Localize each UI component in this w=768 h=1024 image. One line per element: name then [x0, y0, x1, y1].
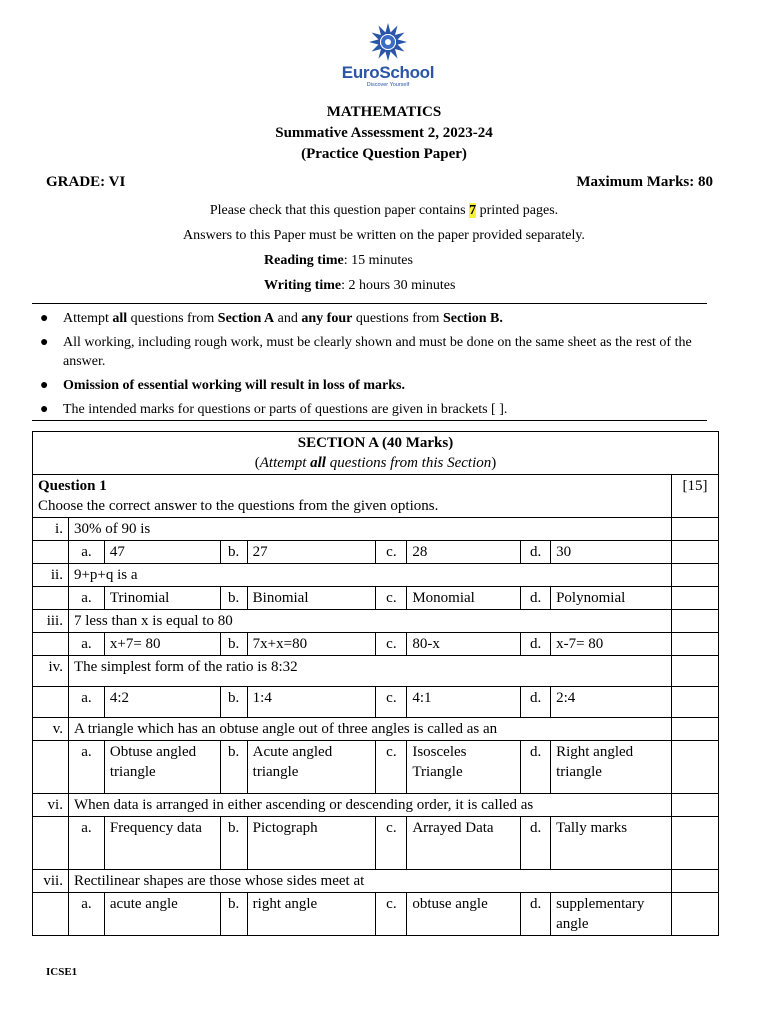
option-letter: a. — [68, 741, 104, 794]
logo-name: EuroSchool — [341, 63, 435, 82]
item-marks-cell — [671, 718, 718, 741]
option-letter: c. — [376, 587, 407, 610]
item-text: A triangle which has an obtuse angle out of three angles is called as an — [68, 718, 671, 741]
options-row — [33, 817, 719, 870]
options-marks-cell — [671, 541, 718, 564]
option-letter: b. — [220, 817, 247, 870]
options-row — [33, 687, 719, 718]
option-letter: a. — [68, 687, 104, 718]
assessment-title: Summative Assessment 2, 2023-24 — [275, 125, 493, 141]
options-spacer — [33, 817, 69, 870]
pages-note: Please check that this question paper contains 7 printed pages. — [209, 203, 559, 218]
option-text: Trinomial — [104, 587, 220, 610]
option-letter: d. — [521, 541, 551, 564]
option-text: Tally marks — [551, 817, 672, 870]
option-letter: c. — [376, 633, 407, 656]
options-spacer — [33, 687, 69, 718]
option-letter: b. — [220, 633, 247, 656]
footer-code: ICSE1 — [46, 966, 78, 978]
options-row — [33, 893, 719, 936]
option-letter: d. — [521, 893, 551, 936]
options-spacer — [33, 741, 69, 794]
item-number: ii. — [33, 564, 69, 587]
options-marks-cell — [671, 633, 718, 656]
option-text: Acute angled triangle — [247, 741, 376, 794]
star-emblem-icon — [365, 22, 411, 62]
writing-time: Writing time: 2 hours 30 minutes — [264, 278, 456, 293]
item-marks-cell — [671, 564, 718, 587]
option-text: 4:1 — [407, 687, 521, 718]
page-count: 7 — [469, 203, 477, 218]
item-text: Rectilinear shapes are those whose sides meet at — [68, 870, 671, 893]
answers-note: Answers to this Paper must be written on the paper provided separately. — [183, 228, 585, 243]
section-subtitle: (Attempt all questions from this Section) — [254, 455, 497, 471]
options-marks-cell — [671, 587, 718, 610]
option-letter: a. — [68, 587, 104, 610]
option-text: obtuse angle — [407, 893, 521, 936]
item-number: v. — [33, 718, 69, 741]
option-letter: d. — [521, 633, 551, 656]
item-text: The simplest form of the ratio is 8:32 — [68, 656, 671, 687]
instruction-1: ● Attempt all questions from Section A and any four questions from Section B. — [40, 311, 503, 326]
options-marks-cell — [671, 817, 718, 870]
subject-title: MATHEMATICS — [326, 104, 442, 120]
options-spacer — [33, 633, 69, 656]
option-text: 7x+x=80 — [247, 633, 376, 656]
question-item-row — [33, 794, 719, 817]
item-marks-cell — [671, 518, 718, 541]
item-number: iv. — [33, 656, 69, 687]
option-text: 28 — [407, 541, 521, 564]
instruction-3: ● Omission of essential working will result in loss of marks. — [40, 378, 405, 393]
question-item-row — [33, 870, 719, 893]
options-marks-cell — [671, 893, 718, 936]
item-number: vii. — [33, 870, 69, 893]
option-letter: c. — [376, 893, 407, 936]
question-item-row — [33, 610, 719, 633]
option-letter: b. — [220, 687, 247, 718]
options-row — [33, 587, 719, 610]
option-text: Right angled triangle — [551, 741, 672, 794]
item-marks-cell — [671, 870, 718, 893]
question-header-row — [33, 475, 719, 518]
max-marks-label: Maximum Marks: 80 — [576, 174, 713, 190]
divider-top — [32, 303, 707, 304]
item-text: When data is arranged in either ascending or descending order, it is called as — [68, 794, 671, 817]
question-item-row — [33, 656, 719, 687]
section-header-row — [33, 432, 719, 475]
option-text: 27 — [247, 541, 376, 564]
option-text: 47 — [104, 541, 220, 564]
options-row — [33, 633, 719, 656]
option-letter: d. — [521, 741, 551, 794]
item-marks-cell — [671, 610, 718, 633]
option-letter: c. — [376, 541, 407, 564]
reading-time: Reading time: 15 minutes — [264, 253, 413, 268]
options-spacer — [33, 587, 69, 610]
option-text: Polynomial — [551, 587, 672, 610]
option-text: x-7= 80 — [551, 633, 672, 656]
options-spacer — [33, 893, 69, 936]
item-text: 30% of 90 is — [68, 518, 671, 541]
option-letter: d. — [521, 587, 551, 610]
divider-bottom — [32, 420, 707, 421]
paper-type: (Practice Question Paper) — [301, 146, 467, 162]
option-letter: a. — [68, 541, 104, 564]
item-text: 7 less than x is equal to 80 — [68, 610, 671, 633]
options-row — [33, 741, 719, 794]
option-letter: b. — [220, 893, 247, 936]
item-marks-cell — [671, 656, 718, 687]
option-text: Monomial — [407, 587, 521, 610]
item-number: i. — [33, 518, 69, 541]
school-logo — [338, 22, 438, 88]
option-letter: d. — [521, 687, 551, 718]
option-text: 1:4 — [247, 687, 376, 718]
options-row — [33, 541, 719, 564]
option-letter: a. — [68, 893, 104, 936]
option-text: Arrayed Data — [407, 817, 521, 870]
option-letter: b. — [220, 741, 247, 794]
option-text: Obtuse angled triangle — [104, 741, 220, 794]
option-text: Pictograph — [247, 817, 376, 870]
item-text: 9+p+q is a — [68, 564, 671, 587]
item-marks-cell — [671, 794, 718, 817]
option-letter: a. — [68, 817, 104, 870]
question-instruction: Choose the correct answer to the questions from the given options. — [38, 498, 439, 514]
option-letter: b. — [220, 541, 247, 564]
question-label: Question 1 — [38, 478, 107, 494]
option-letter: b. — [220, 587, 247, 610]
question-item-row — [33, 518, 719, 541]
option-letter: d. — [521, 817, 551, 870]
option-text: 2:4 — [551, 687, 672, 718]
option-text: right angle — [247, 893, 376, 936]
option-text: x+7= 80 — [104, 633, 220, 656]
item-number: iii. — [33, 610, 69, 633]
option-text: Isosceles Triangle — [407, 741, 521, 794]
question-table — [32, 431, 719, 936]
option-letter: c. — [376, 741, 407, 794]
option-text: Frequency data — [104, 817, 220, 870]
question-item-row — [33, 718, 719, 741]
logo-tagline: Discover Yourself — [366, 82, 410, 88]
option-text: Binomial — [247, 587, 376, 610]
option-text: 4:2 — [104, 687, 220, 718]
grade-label: GRADE: VI — [46, 174, 126, 190]
item-number: vi. — [33, 794, 69, 817]
options-marks-cell — [671, 687, 718, 718]
option-text: acute angle — [104, 893, 220, 936]
option-letter: a. — [68, 633, 104, 656]
option-letter: c. — [376, 817, 407, 870]
instruction-2: ● All working, including rough work, must be clearly shown and must be done on the same sheet as the rest of the answer. — [40, 335, 692, 369]
question-item-row — [33, 564, 719, 587]
option-letter: c. — [376, 687, 407, 718]
option-text: supplementary angle — [551, 893, 672, 936]
option-text: 80-x — [407, 633, 521, 656]
question-marks: [15] — [671, 475, 718, 518]
options-spacer — [33, 541, 69, 564]
option-text: 30 — [551, 541, 672, 564]
options-marks-cell — [671, 741, 718, 794]
instruction-4: ● The intended marks for questions or parts of questions are given in brackets [ ]. — [40, 402, 508, 417]
section-title: SECTION A (40 Marks) — [297, 435, 454, 451]
